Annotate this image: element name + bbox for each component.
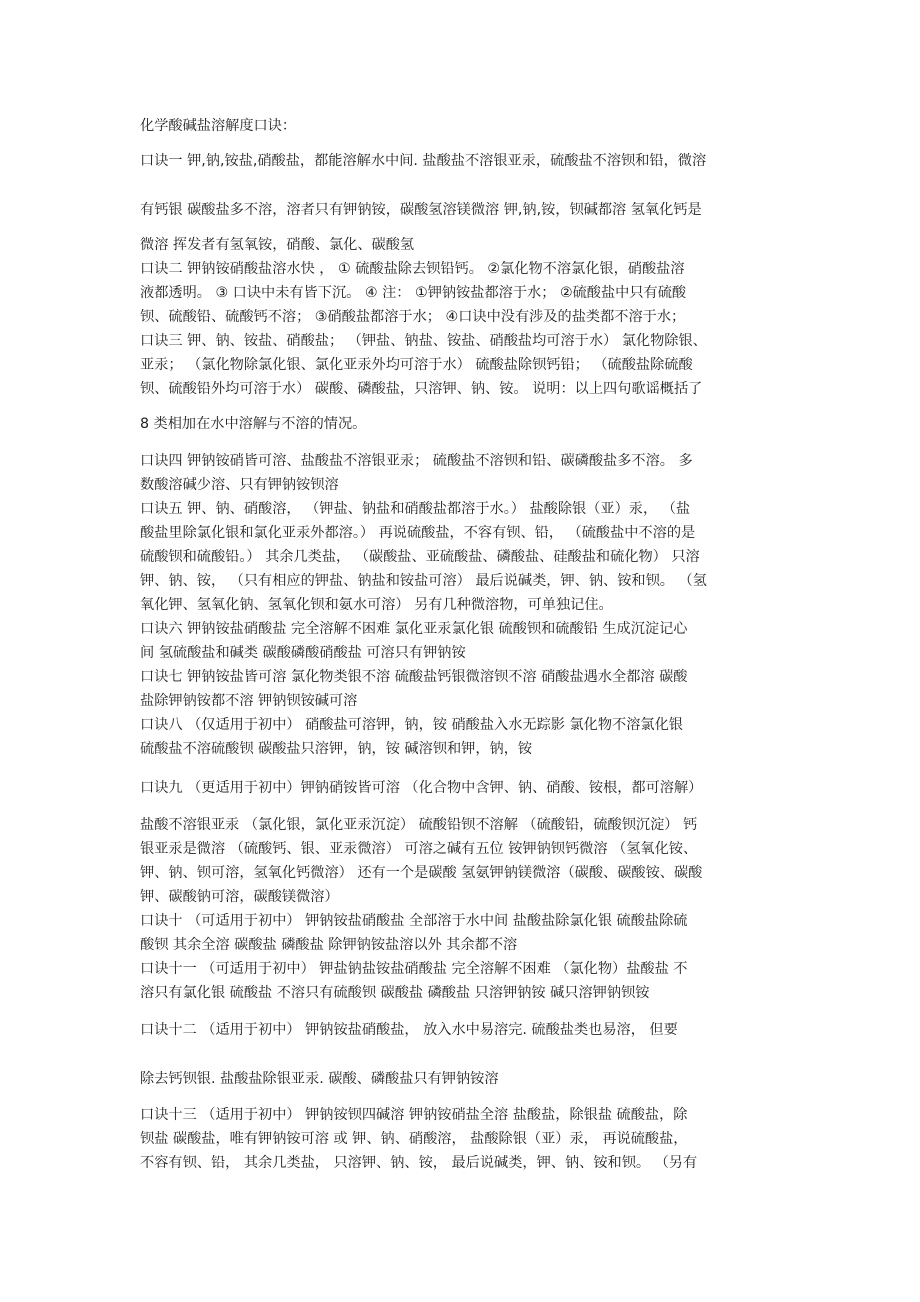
text-line: 数酸溶碱少溶、只有钾钠铵钡溶 (140, 477, 339, 493)
text-line: 钡、硫酸铅外均可溶于水） 碳酸、磷酸盐，只溶钾、钠、铵。 说明：以上四句歌谣概括了 (140, 381, 703, 397)
text-line: 亚汞； （氯化物除氯化银、氯化亚汞外均可溶于水） 硫酸盐除钡钙铅； （硫酸盐除硫酸 (140, 357, 693, 373)
text-line: 不容有钡、铅， 其余几类盐， 只溶钾、钠、铵， 最后说碱类，钾、钠、铵和钡。 （另有 (140, 1155, 698, 1171)
text-line: 钾、钠、钡可溶，氢氧化钙微溶） 还有一个是碳酸 氢氨钾钠镁微溶（碳酸、碳酸铵、碳酸 (140, 865, 703, 881)
text-line: 口诀三 钾、钠、铵盐、硝酸盐； （钾盐、钠盐、铵盐、硝酸盐均可溶于水） 氯化物除银、 (140, 333, 707, 349)
text-line: 酸钡 其余全溶 碳酸盐 磷酸盐 除钾钠铵盐溶以外 其余都不溶 (140, 937, 518, 953)
text-line: 口诀五 钾、钠、硝酸溶， （钾盐、钠盐和硝酸盐都溶于水。） 盐酸除银（亚）汞， （盐 (140, 501, 691, 517)
text-line: 有钙银 碳酸盐多不溶，溶者只有钾钠铵，碳酸氢溶镁微溶 钾,钠,铵，钡碱都溶 氢氧化钙是 (140, 202, 702, 218)
document-title: 化学酸碱盐溶解度口诀： (140, 118, 297, 134)
text-line: 氧化钾、氢氧化钠、氢氧化钡和氨水可溶） 另有几种微溶物，可单独记住。 (140, 597, 613, 613)
text-line: 口诀八 （仅适用于初中） 硝酸盐可溶钾，钠，铵 硝酸盐入水无踪影 氯化物不溶氯化银 (140, 717, 683, 733)
text-line: 口诀六 钾钠铵盐硝酸盐 完全溶解不困难 氯化亚汞氯化银 硫酸钡和硫酸铅 生成沉淀记心 (140, 621, 688, 637)
text-line: 口诀十一 （可适用于初中） 钾盐钠盐铵盐硝酸盐 完全溶解不困难 （氯化物）盐酸盐 不 (140, 961, 688, 977)
text-line: 液都透明。 ③ 口诀中未有皆下沉。 ④ 注： ①钾钠铵盐都溶于水； ②硫酸盐中只有硫酸 (140, 285, 687, 301)
text-line: 钾、碳酸钠可溶，碳酸镁微溶） (140, 889, 339, 905)
text-line: 口诀十三 （适用于初中） 钾钠铵钡四碱溶 钾钠铵硝盐全溶 盐酸盐，除银盐 硫酸盐，除 (140, 1107, 688, 1123)
text-line: 硫酸盐不溶硫酸钡 碳酸盐只溶钾，钠，铵 碱溶钡和钾，钠，铵 (140, 741, 533, 757)
text-line: 口诀十 （可适用于初中） 钾钠铵盐硝酸盐 全部溶于水中间 盐酸盐除氯化银 硫酸盐除硫 (140, 913, 688, 929)
text-line: 口诀四 钾钠铵硝皆可溶、盐酸盐不溶银亚汞； 硫酸盐不溶钡和铅、碳磷酸盐多不溶。 多 (140, 453, 693, 469)
text-line: 盐酸不溶银亚汞 （氯化银，氯化亚汞沉淀） 硫酸铅钡不溶解 （硫酸铅，硫酸钡沉淀） 钙 (140, 817, 698, 833)
text-line: 酸盐里除氯化银和氯化亚汞外都溶。） 再说硫酸盐，不容有钡、铅， （硫酸盐中不溶的是 (140, 525, 696, 541)
text-line: 钡盐 碳酸盐，唯有钾钠铵可溶 或 钾、钠、硝酸溶， 盐酸除银（亚）汞， 再说硫酸盐， (140, 1131, 688, 1147)
text-line: 间 氢硫酸盐和碱类 碳酸磷酸硝酸盐 可溶只有钾钠铵 (140, 645, 466, 661)
text-line: 盐除钾钠铵都不溶 钾钠钡铵碱可溶 (140, 693, 358, 709)
text-line: 口诀七 钾钠铵盐皆可溶 氯化物类银不溶 硫酸盐钙银微溶钡不溶 硝酸盐遇水全都溶 碳酸 (140, 669, 688, 685)
text-line: 硫酸钡和硫酸铅。） 其余几类盐， （碳酸盐、亚硫酸盐、磷酸盐、硅酸盐和硫化物） 只溶 (140, 549, 700, 565)
text-line: 8 类相加在水中溶解与不溶的情况。 (140, 416, 367, 432)
text-line: 口诀一 钾,钠,铵盐,硝酸盐，都能溶解水中间. 盐酸盐不溶银亚汞，硫酸盐不溶钡和铅，微溶 (140, 153, 707, 169)
text-line: 口诀九 （更适用于初中）钾钠硝铵皆可溶 （化合物中含钾、钠、硝酸、铵根，都可溶解） (140, 780, 703, 796)
text-line: 溶只有氯化银 硫酸盐 不溶只有硫酸钡 碳酸盐 磷酸盐 只溶钾钠铵 碱只溶钾钠钡铵 (140, 985, 650, 1001)
text-line: 钾、钠、铵， （只有相应的钾盐、钠盐和铵盐可溶） 最后说碱类，钾、钠、铵和钡。 （氢 (140, 573, 707, 589)
text-line: 微溶 挥发者有氢氧铵，硝酸、氯化、碳酸氢 (140, 237, 415, 253)
text-line: 口诀十二 （适用于初中） 钾钠铵盐硝酸盐， 放入水中易溶完. 硫酸盐类也易溶， 但要 (140, 1022, 678, 1038)
text-line: 口诀二 钾钠铵硝酸盐溶水快 ， ① 硫酸盐除去钡铅钙。 ②氯化物不溶氯化银，硝酸盐溶 (140, 261, 685, 277)
text-line: 除去钙钡银. 盐酸盐除银亚汞. 碳酸、磷酸盐只有钾钠铵溶 (140, 1071, 499, 1087)
text-line: 银亚汞是微溶 （硫酸钙、银、亚汞微溶） 可溶之碱有五位 铵钾钠钡钙微溶 （氢氧化铵、 (140, 841, 698, 857)
text-line: 钡、硫酸铅、硫酸钙不溶； ③硝酸盐都溶于水； ④口诀中没有涉及的盐类都不溶于水； (140, 309, 686, 325)
